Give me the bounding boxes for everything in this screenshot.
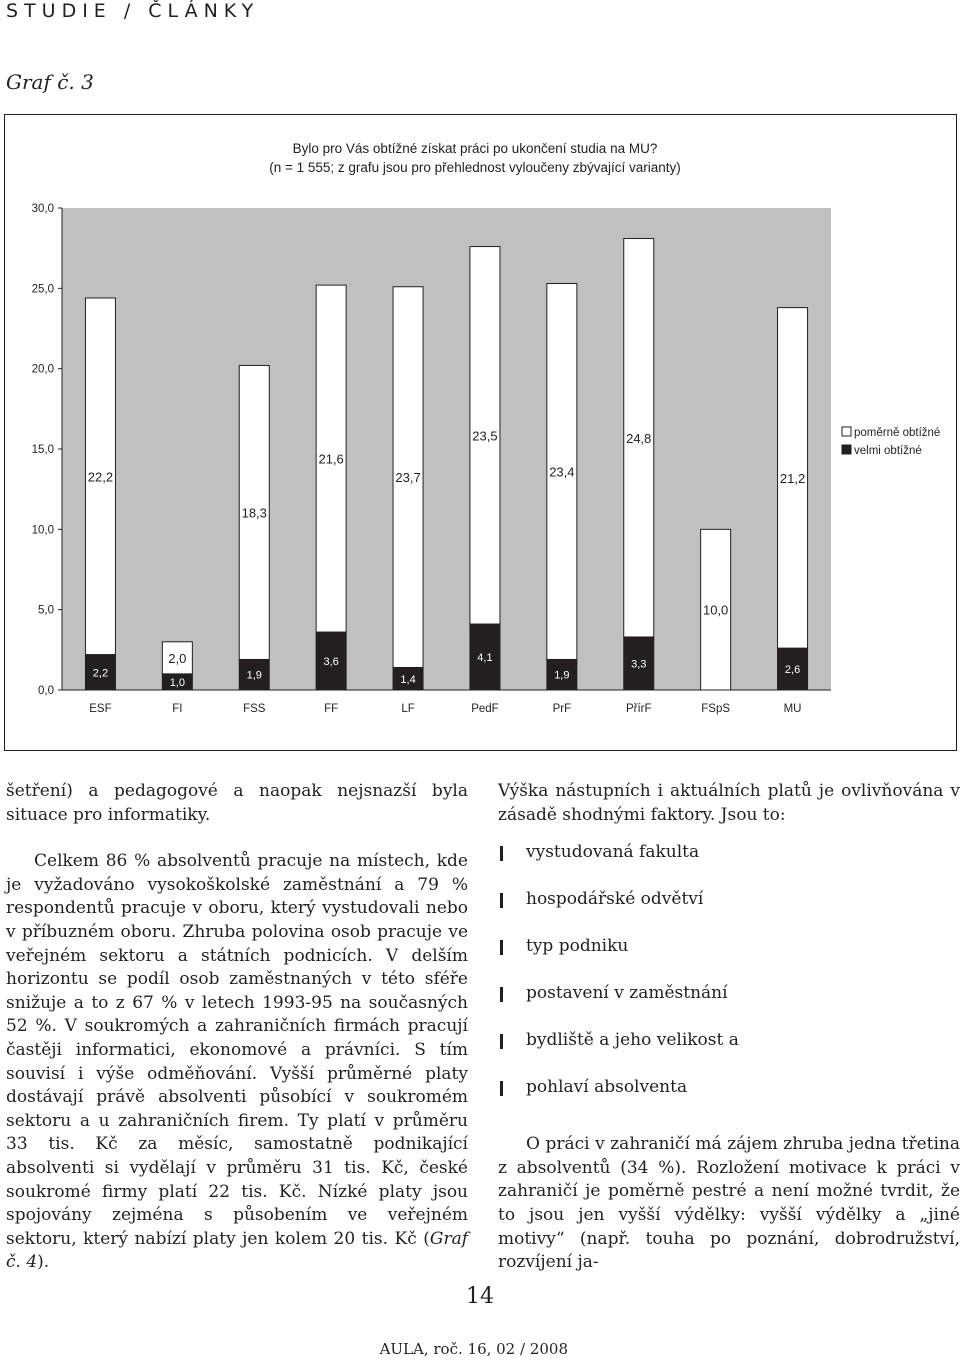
list-item [498, 1029, 960, 1076]
list-item [498, 982, 960, 1029]
data-label-pomerne: 18,3 [241, 505, 267, 521]
data-label-pomerne: 22,2 [87, 469, 114, 485]
list-item [498, 888, 960, 935]
y-tick-label: 15,0 [31, 444, 54, 456]
figure-label: Graf č. 3 [6, 70, 94, 94]
data-label-pomerne: 2,0 [168, 650, 187, 666]
data-label-pomerne: 23,7 [395, 470, 421, 486]
data-label-pomerne: 21,2 [779, 470, 806, 486]
legend-swatch-velmi [842, 445, 851, 454]
y-tick-label: 30,0 [31, 203, 54, 215]
list-item-text: hospodářské odvětví [526, 889, 704, 910]
x-tick-label: ESF [89, 703, 112, 715]
data-label-velmi: 1,0 [169, 676, 185, 689]
bullet-marker [500, 1081, 503, 1096]
data-label-velmi: 2,6 [784, 664, 801, 677]
x-tick-label: MU [783, 703, 802, 715]
paragraph-continuation: šetření) a pedagogové a naopak nejsnazší byla situace pro informatiky. [6, 781, 468, 825]
list-item-text: bydliště a jeho velikost a [526, 1030, 739, 1051]
list-item-text: typ podniku [526, 936, 629, 957]
x-tick-label: FI [172, 703, 183, 715]
right-column [498, 780, 960, 1275]
bullet-marker [500, 987, 503, 1002]
bullet-marker [500, 1034, 503, 1049]
page-number: 14 [466, 1284, 494, 1309]
bullet-marker [500, 846, 503, 861]
data-label-pomerne: 24,8 [626, 430, 652, 446]
paragraph-end: ). [37, 1252, 50, 1273]
list-item-text: pohlaví absolventa [526, 1077, 688, 1098]
data-label-pomerne: 23,4 [549, 464, 575, 480]
x-tick-label: FSS [243, 703, 266, 715]
paragraph-text: Celkem 86 % absolventů pracuje na místech, kde je vyžadováno vysokoškolské zaměstnání a 79 % respondentů pracuje v oboru, který vystudovali nebo v příbuzném oboru. Zhruba polovina osob pracuje ve veřejném sektoru a státních podnicích. V delším horizontu se podíl osob zaměstnaných v této sféře snižuje a to z 67 % v letech 1993-95 na současných 52 %. V soukromých a zahraničních firmách pracují častěji informatici, ekonomové a právníci. S tím souvisí i výše odměňování. Vyšší průměrné platy dostávají právě absolventi působící v soukromém sektoru a u zahraničních firem. Ty platí v průměru 33 tis. Kč za měsíc, samostatně podnikající absolventi si vydělají v průměru 31 tis. Kč, české soukromé firmy platí 22 tis. Kč. Nízké platy jsou spojovány zejména s působením ve veřejném sektoru, který nabízí platy jen kolem 20 tis. Kč ( [6, 851, 468, 1249]
data-label-velmi: 3,6 [323, 656, 339, 669]
y-tick-label: 20,0 [31, 363, 54, 376]
chart-frame [4, 114, 957, 751]
list-item [498, 935, 960, 982]
list-item-text: postavení v zaměstnání [526, 983, 728, 1004]
paragraph-salary-factors: Výška nástupních i aktuálních platů je ovlivňována v zásadě shodnými faktory. Jsou to: [498, 781, 960, 825]
factor-list [498, 841, 960, 1123]
chart-subtitle: (n = 1 555; z grafu jsou pro přehlednost vyloučeny zbývající varianty) [269, 160, 681, 175]
legend-label-velmi: velmi obtížné [854, 445, 922, 457]
x-tick-label: FF [324, 703, 339, 715]
y-tick-label: 5,0 [38, 604, 54, 617]
data-label-velmi: 4,1 [477, 652, 493, 665]
left-column [6, 780, 468, 1275]
x-tick-label: PřírF [625, 703, 652, 715]
data-label-velmi: 1,9 [554, 669, 570, 682]
list-item [498, 841, 960, 888]
paragraph-abroad: O práci v zahraničí má zájem zhruba jedna třetina z absolventů (34 %). Rozložení motivace k práci v zahraničí je poměrně pestré a není možné tvrdit, že to jsou jen vyšší výdělky: vyšší výdělky a „jiné motivy“ (např. touha po poznání, dobrodružství, rozvíjení ja- [498, 1134, 960, 1273]
bullet-marker [500, 940, 503, 955]
data-label-velmi: 2,2 [92, 667, 109, 680]
x-tick-label: LF [401, 703, 415, 715]
y-tick-label: 25,0 [31, 283, 54, 296]
bullet-marker [500, 893, 503, 908]
x-tick-label: FSpS [701, 703, 731, 715]
data-label-velmi: 3,3 [631, 658, 647, 671]
y-tick-label: 0,0 [38, 685, 54, 697]
section-header: STUDIE / ČLÁNKY [6, 0, 260, 22]
bar-chart [5, 115, 958, 752]
figure-reference: Graf č. 4 [6, 1228, 468, 1273]
x-tick-label: PedF [471, 703, 499, 715]
data-label-velmi: 1,9 [246, 669, 262, 682]
journal-footer: AULA, roč. 16, 02 / 2008 [379, 1340, 568, 1358]
data-label-velmi: 1,4 [400, 673, 416, 686]
list-item [498, 1076, 960, 1123]
data-label-pomerne: 10,0 [702, 602, 729, 618]
list-item-text: vystudovaná fakulta [526, 842, 700, 863]
legend-swatch-pomerne [842, 427, 851, 436]
legend-label-pomerne: poměrně obtížné [854, 427, 941, 439]
paragraph-employment [6, 850, 468, 1275]
data-label-pomerne: 21,6 [318, 451, 344, 467]
data-label-pomerne: 23,5 [472, 428, 498, 444]
chart-title: Bylo pro Vás obtížné získat práci po ukončení studia na MU? [292, 141, 658, 156]
x-tick-label: PrF [552, 703, 572, 715]
y-tick-label: 10,0 [31, 524, 54, 537]
